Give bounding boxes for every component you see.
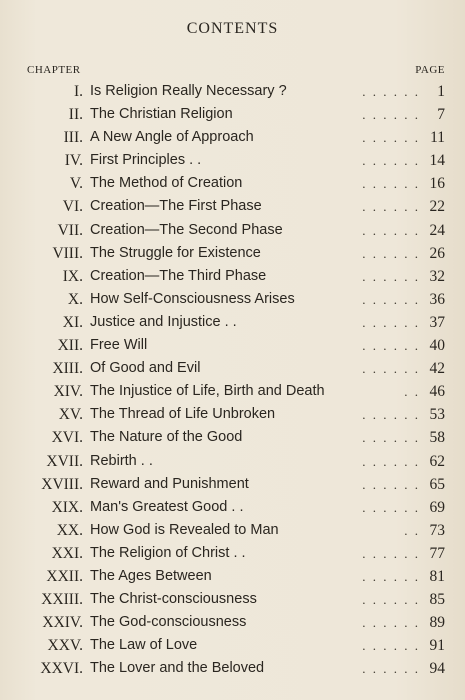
toc-entry[interactable] — [0, 426, 465, 449]
toc-entry[interactable] — [0, 334, 465, 357]
chapter-number: XX. — [56, 521, 83, 539]
page-number: 73 — [429, 521, 445, 539]
leader-dots: . . . . . . — [362, 153, 420, 169]
leader-dots: . . . . . . — [362, 84, 420, 99]
chapter-title: The Religion of Christ . . — [90, 544, 246, 561]
chapter-title: The Method of Creation — [90, 175, 243, 192]
chapter-title: Rebirth . . — [90, 452, 153, 469]
leader-dots: . . . . . . — [362, 407, 420, 423]
chapter-number: II. — [68, 106, 83, 124]
chapter-number: X. — [67, 290, 83, 308]
toc-entry[interactable] — [0, 450, 465, 473]
page-number: 24 — [429, 221, 445, 239]
toc-entry[interactable] — [0, 219, 465, 242]
page-number: 22 — [429, 198, 445, 216]
toc-entry[interactable] — [0, 288, 465, 311]
chapter-number: VI. — [62, 198, 83, 216]
chapter-title: The Lover and the Beloved — [90, 660, 265, 677]
leader-dots: . . . . . . — [362, 638, 420, 654]
leader-dots: . . . . . . — [362, 268, 420, 284]
page-number: 46 — [429, 383, 445, 401]
toc-entry[interactable] — [0, 80, 465, 103]
leader-dots: . . — [404, 384, 420, 400]
chapter-number: XXIII. — [41, 591, 83, 609]
toc-entry[interactable] — [0, 634, 465, 657]
page-number: 62 — [429, 452, 445, 470]
toc-entry[interactable] — [0, 565, 465, 588]
chapter-title: Is Religion Really Necessary ? — [90, 83, 287, 99]
chapter-title: First Principles . . — [90, 152, 202, 169]
chapter-column-header: CHAPTER — [27, 64, 81, 76]
chapter-number: XXII. — [46, 567, 83, 585]
leader-dots: . . . . . . — [362, 476, 420, 492]
leader-dots: . . . . . . — [362, 499, 420, 515]
chapter-number: XVIII. — [41, 475, 83, 493]
chapter-number: XVI. — [51, 429, 83, 447]
chapter-title: The God-consciousness — [90, 614, 247, 631]
chapter-title: How Self-Consciousness Arises — [90, 290, 295, 307]
leader-dots: . . . . . . — [362, 661, 420, 677]
chapter-number: XII. — [57, 337, 83, 355]
toc-entry[interactable] — [0, 657, 465, 680]
page-title: CONTENTS — [186, 20, 279, 37]
toc-entry[interactable] — [0, 103, 465, 126]
leader-dots: . . . . . . — [362, 314, 420, 330]
toc-entry[interactable] — [0, 542, 465, 565]
toc-entry[interactable] — [0, 311, 465, 334]
chapter-title: The Ages Between — [90, 567, 212, 584]
chapter-number: XIII. — [52, 360, 83, 378]
page-number: 7 — [437, 106, 445, 124]
page-number: 58 — [429, 429, 445, 447]
chapter-number: XXVI. — [40, 660, 83, 678]
toc-entry[interactable] — [0, 473, 465, 496]
chapter-number: V. — [69, 175, 83, 193]
chapter-title: The Struggle for Existence — [90, 244, 261, 261]
leader-dots: . . . . . . — [362, 245, 420, 261]
page-number: 36 — [429, 290, 445, 308]
page-number: 81 — [429, 567, 445, 585]
toc-entry[interactable] — [0, 265, 465, 288]
leader-dots: . . . . . . — [362, 453, 420, 469]
chapter-number: VIII. — [52, 244, 83, 262]
leader-dots: . . . . . . — [362, 291, 420, 307]
chapter-title: Creation—The First Phase — [90, 198, 262, 215]
page-number: 94 — [429, 660, 445, 678]
toc-entry[interactable] — [0, 380, 465, 403]
chapter-number: III. — [63, 129, 83, 147]
chapter-title: The Nature of the Good — [90, 429, 243, 446]
page-number: 26 — [429, 244, 445, 262]
chapter-title: The Law of Love — [90, 637, 198, 654]
page-number: 89 — [429, 614, 445, 632]
toc-entry[interactable] — [0, 242, 465, 265]
chapter-title: Justice and Injustice . . — [90, 313, 237, 330]
chapter-number: XI. — [62, 313, 83, 331]
page-number: 85 — [429, 591, 445, 609]
chapter-number: I. — [73, 83, 83, 100]
chapter-title: The Christian Religion — [90, 106, 233, 123]
page-number: 14 — [429, 152, 445, 170]
chapter-number: XIV. — [53, 383, 83, 401]
chapter-number: VII. — [57, 221, 83, 239]
chapter-title: Of Good and Evil — [90, 360, 201, 377]
chapter-number: IX. — [62, 267, 83, 285]
chapter-number: XXI. — [51, 544, 83, 562]
page-number: 32 — [429, 267, 445, 285]
chapter-number: IV. — [64, 152, 83, 170]
chapter-number: XV. — [58, 406, 83, 424]
toc-entry[interactable] — [0, 126, 465, 149]
chapter-title: Creation—The Third Phase — [90, 267, 267, 284]
page-number: 16 — [429, 175, 445, 193]
chapter-number: XXIV. — [42, 614, 83, 632]
toc-entry[interactable] — [0, 519, 465, 542]
chapter-title: The Christ-consciousness — [90, 591, 257, 608]
chapter-title: The Thread of Life Unbroken — [90, 406, 276, 423]
leader-dots: . . . . . . — [362, 430, 420, 446]
page-number: 42 — [429, 360, 445, 378]
toc-entry[interactable] — [0, 588, 465, 611]
page-number: 91 — [429, 637, 445, 655]
leader-dots: . . — [404, 522, 420, 538]
chapter-number: XXV. — [47, 637, 83, 655]
page-number: 40 — [429, 337, 445, 355]
toc-entry[interactable] — [0, 357, 465, 380]
leader-dots: . . . . . . — [362, 615, 420, 631]
chapter-title: A New Angle of Approach — [90, 129, 254, 146]
chapter-title: Creation—The Second Phase — [90, 221, 283, 238]
leader-dots: . . . . . . — [362, 130, 420, 146]
toc-entry[interactable] — [0, 496, 465, 519]
leader-dots: . . . . . . — [362, 545, 420, 561]
leader-dots: . . . . . . — [362, 592, 420, 608]
toc-list — [0, 80, 465, 680]
chapter-title: How God is Revealed to Man — [90, 521, 279, 538]
toc-entry[interactable] — [0, 403, 465, 426]
page-number: 11 — [430, 129, 445, 147]
leader-dots: . . . . . . — [362, 568, 420, 584]
page-number: 37 — [429, 313, 445, 331]
page-number: 69 — [429, 498, 445, 516]
chapter-title: Man's Greatest Good . . — [90, 498, 244, 515]
page-number: 65 — [429, 475, 445, 493]
toc-entry[interactable] — [0, 195, 465, 218]
toc-entry[interactable] — [0, 611, 465, 634]
page-number: 53 — [429, 406, 445, 424]
chapter-title: Reward and Punishment — [90, 475, 249, 492]
leader-dots: . . . . . . — [362, 361, 420, 377]
leader-dots: . . . . . . — [362, 338, 420, 354]
page-number: 77 — [429, 544, 445, 562]
chapter-number: XVII. — [46, 452, 83, 470]
chapter-number: XIX. — [51, 498, 83, 516]
toc-entry[interactable] — [0, 172, 465, 195]
page-column-header: PAGE — [415, 64, 445, 76]
chapter-title: Free Will — [90, 337, 148, 354]
page-number: 1 — [437, 83, 445, 100]
leader-dots: . . . . . . — [362, 199, 420, 215]
leader-dots: . . . . . . — [362, 222, 420, 238]
leader-dots: . . . . . . — [362, 107, 420, 123]
leader-dots: . . . . . . — [362, 176, 420, 192]
toc-entry[interactable] — [0, 149, 465, 172]
chapter-title: The Injustice of Life, Birth and Death — [90, 383, 325, 400]
